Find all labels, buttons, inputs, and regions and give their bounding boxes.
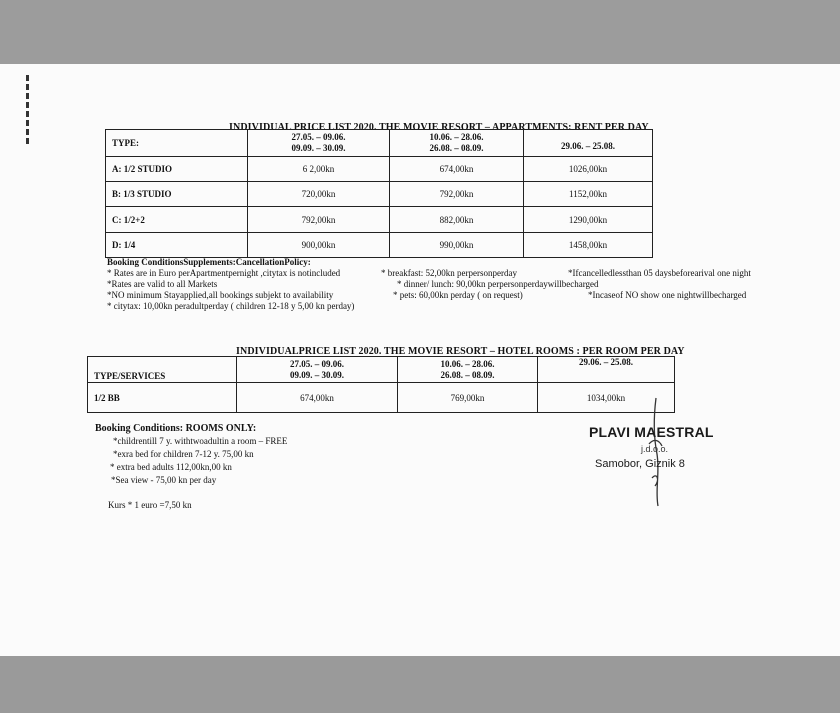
period-2-header: 10.06. – 28.06. 26.08. – 08.09. xyxy=(398,357,538,383)
supplement-line: * dinner/ lunch: 90,00kn perpersonperdaywillbecharged xyxy=(397,279,599,289)
period-2-header: 10.06. – 28.06. 26.08. – 08.09. xyxy=(390,130,524,157)
condition-line: * Rates are in Euro perApartmentpernight ,citytax is notincluded xyxy=(107,268,341,278)
condition-line: *Rates are valid to all Markets xyxy=(107,279,218,289)
condition-line: *exra bed for children 7-12 y. 75,00 kn xyxy=(113,449,254,459)
scan-bottom-border xyxy=(0,656,840,713)
condition-line: * citytax: 10,00kn peradultperday ( children 12-18 y 5,00 kn perday) xyxy=(107,301,355,311)
binding-marks xyxy=(26,72,34,172)
condition-line: *NO minimum Stayapplied,all bookings subjekt to availability xyxy=(107,290,334,300)
table-row: D: 1/4 900,00kn 990,00kn 1458,00kn xyxy=(106,233,653,258)
apartments-conditions-heading: Booking ConditionsSupplements:CancellationPolicy: xyxy=(107,257,311,267)
hotel-price-table xyxy=(87,356,675,413)
apartments-price-table xyxy=(105,129,653,258)
type-services-header: TYPE/SERVICES xyxy=(88,357,237,383)
table-row: B: 1/3 STUDIO 720,00kn 792,00kn 1152,00kn xyxy=(106,182,653,207)
table-row: 1/2 BB 674,00kn 769,00kn 1034,00kn xyxy=(88,383,675,413)
exchange-rate: Kurs * 1 euro =7,50 kn xyxy=(108,500,192,510)
scan-top-border xyxy=(0,0,840,64)
condition-line: *Sea view - 75,00 kn per day xyxy=(111,475,217,485)
condition-line: * extra bed adults 112,00kn,00 kn xyxy=(110,462,232,472)
table-row: C: 1/2+2 792,00kn 882,00kn 1290,00kn xyxy=(106,207,653,233)
supplement-line: * breakfast: 52,00kn perpersonperday xyxy=(381,268,517,278)
period-1-header: 27.05. – 09.06. 09.09. – 30.09. xyxy=(248,130,390,157)
hotel-title: INDIVIDUALPRICE LIST 2020. THE MOVIE RESORT – HOTEL ROOMS : PER ROOM PER DAY xyxy=(236,346,685,357)
hotel-conditions-heading: Booking Conditions: ROOMS ONLY: xyxy=(95,423,257,434)
company-stamp xyxy=(585,424,725,514)
stamp-legal-form: j.d.o.o. xyxy=(641,444,669,454)
stamp-company-name: PLAVI MAESTRAL xyxy=(589,424,714,440)
type-header: TYPE: xyxy=(106,130,248,157)
apartments-title: INDIVIDUAL PRICE LIST 2020. THE MOVIE RESORT – APPARTMENTS: RENT PER DAY xyxy=(229,122,649,133)
document-page xyxy=(0,64,840,656)
period-3-header: 29.06. – 25.08. xyxy=(524,130,653,157)
supplement-line: * pets: 60,00kn perday ( on request) xyxy=(393,290,523,300)
stamp-address: Samobor, Giznik 8 xyxy=(595,458,685,470)
cancellation-line: *Incaseof NO show one nightwillbecharged xyxy=(588,290,747,300)
period-1-header: 27.05. – 09.06. 09.09. – 30.09. xyxy=(237,357,398,383)
period-3-header: 29.06. – 25.08. xyxy=(538,357,675,383)
table-row: A: 1/2 STUDIO 6 2,00kn 674,00kn 1026,00kn xyxy=(106,157,653,182)
cancellation-line: *Ifcancelledlessthan 05 daysbeforearival one night xyxy=(568,268,751,278)
condition-line: *childrentill 7 y. withtwoadultin a room – FREE xyxy=(113,436,288,446)
